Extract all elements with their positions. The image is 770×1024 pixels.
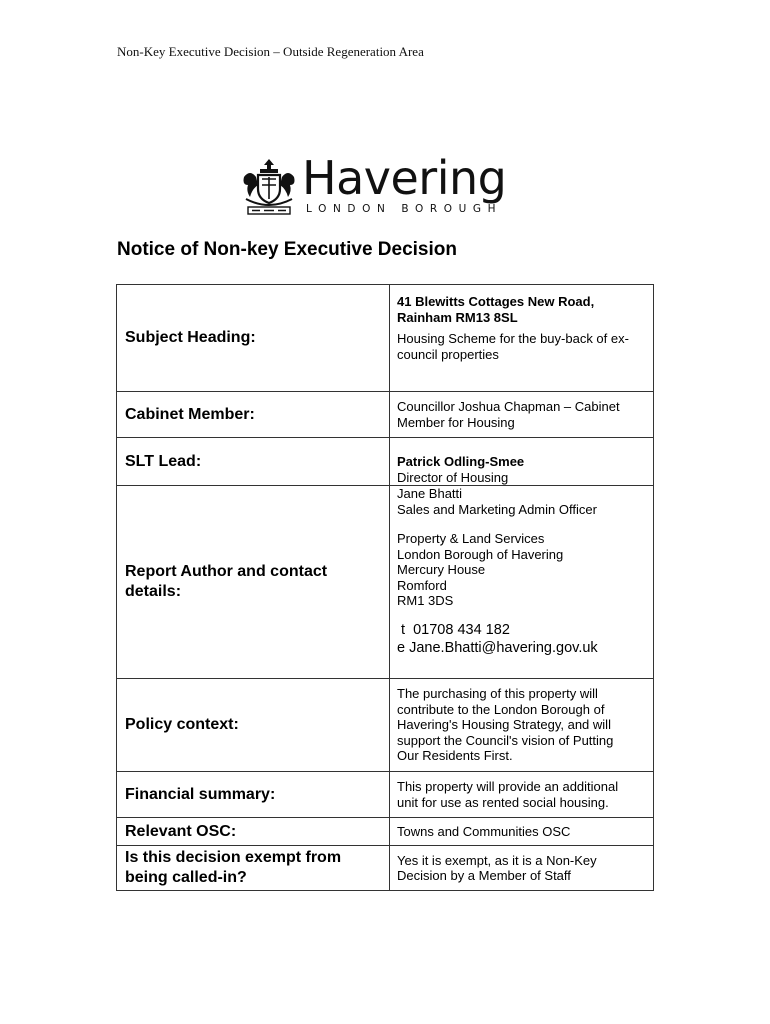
row-subject: [117, 285, 654, 392]
policy-line5: Our Residents First.: [397, 748, 513, 764]
policy-line1: The purchasing of this property will: [397, 686, 598, 702]
row-relevant-osc: [117, 818, 654, 846]
label-exempt-line2: being called-in?: [125, 869, 247, 886]
page-title: Notice of Non-key Executive Decision: [117, 239, 457, 260]
label-policy-context: Policy context:: [125, 716, 239, 733]
author-address-line3: Mercury House: [397, 562, 486, 577]
label-relevant-osc: Relevant OSC:: [125, 822, 237, 840]
row-cabinet-member: [117, 392, 654, 438]
havering-logo: [240, 151, 530, 220]
author-address-line4: Romford: [397, 577, 447, 593]
policy-line2: contribute to the London Borough of: [397, 701, 605, 717]
financial-line2: unit for use as rented social housing.: [397, 794, 609, 810]
slt-role: Director of Housing: [397, 469, 509, 485]
subject-address-line2: Rainham RM13 8SL: [397, 309, 518, 325]
logo-wordmark: Havering: [302, 151, 507, 205]
policy-line3: Havering's Housing Strategy, and will: [397, 717, 611, 733]
author-phone: t 01708 434 182: [397, 621, 510, 638]
row-call-in-exempt: [117, 846, 654, 891]
row-slt-lead: [117, 438, 654, 486]
logo-subtitle: LONDON BOROUGH: [306, 203, 503, 215]
financial-line1: This property will provide an additional: [397, 779, 619, 794]
subject-address-line1: 41 Blewitts Cottages New Road,: [397, 294, 595, 309]
cabinet-line2: Member for Housing: [397, 414, 515, 430]
label-report-author-line2: details:: [125, 583, 182, 600]
row-financial-summary: [117, 772, 654, 818]
label-exempt-line1: Is this decision exempt from: [125, 849, 342, 866]
exempt-line2: Decision by a Member of Staff: [397, 868, 571, 883]
exempt-line1: Yes it is exempt, as it is a Non-Key: [397, 852, 597, 868]
label-cabinet-member: Cabinet Member:: [125, 405, 255, 423]
label-financial-summary: Financial summary:: [125, 785, 276, 803]
label-slt-lead: SLT Lead:: [125, 453, 202, 470]
label-report-author-line1: Report Author and contact: [125, 563, 328, 580]
author-address-line2: London Borough of Havering: [397, 546, 564, 562]
author-name: Jane Bhatti: [397, 486, 463, 501]
running-header: Non-Key Executive Decision – Outside Regeneration Area: [117, 44, 424, 59]
subject-desc-line1: Housing Scheme for the buy-back of ex-: [397, 331, 629, 346]
author-role: Sales and Marketing Admin Officer: [397, 501, 597, 517]
cabinet-line1: Councillor Joshua Chapman – Cabinet: [397, 399, 620, 414]
author-email: e Jane.Bhatti@havering.gov.uk: [397, 639, 598, 656]
row-policy-context: [117, 679, 654, 772]
decision-table: [116, 284, 654, 891]
author-address-line5: RM1 3DS: [397, 593, 454, 608]
borough-crest-icon: [240, 155, 298, 217]
row-report-author: [117, 486, 654, 679]
subject-desc-line2: council properties: [397, 346, 499, 362]
author-address-line1: Property & Land Services: [397, 531, 545, 546]
slt-name: Patrick Odling-Smee: [397, 454, 525, 469]
osc-value: Towns and Communities OSC: [397, 823, 571, 839]
policy-line4: support the Council's vision of Putting: [397, 732, 614, 748]
label-subject-heading: Subject Heading:: [125, 329, 256, 346]
